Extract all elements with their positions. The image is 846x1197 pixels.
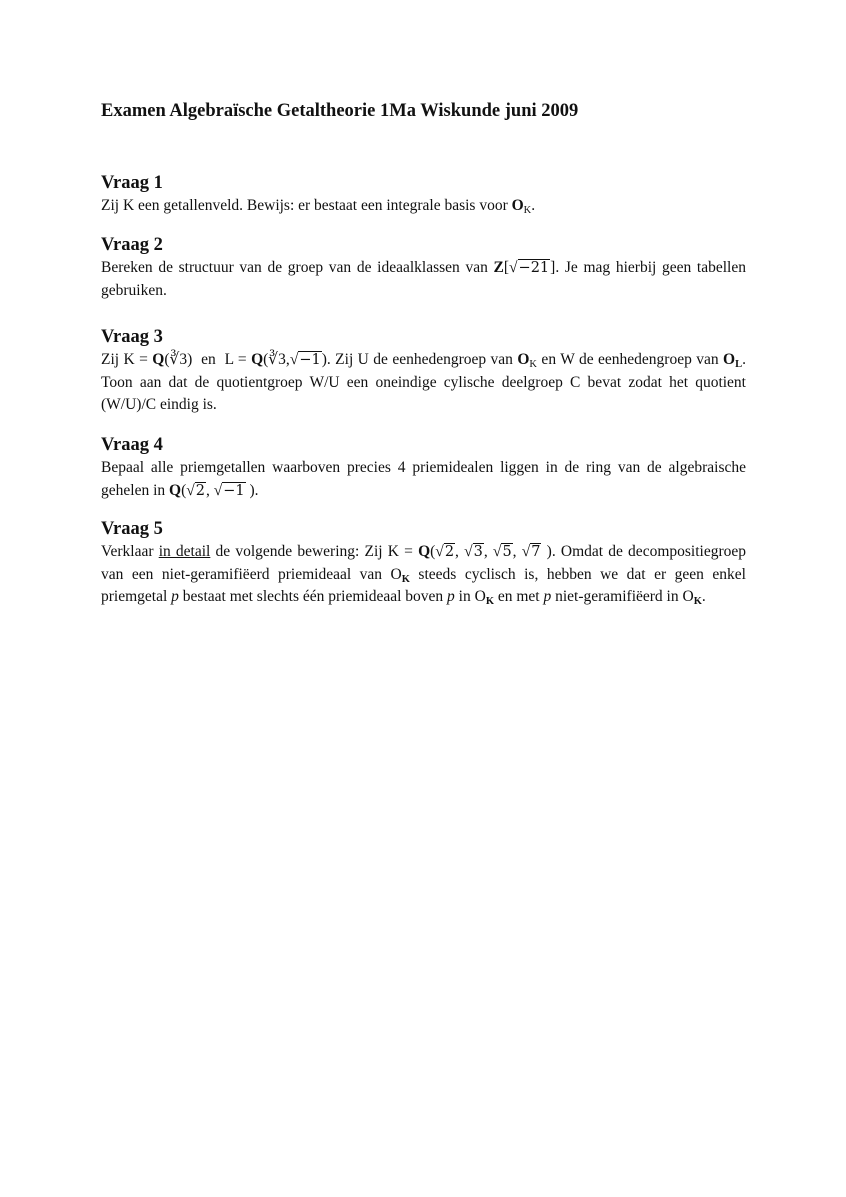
question-1: [101, 172, 746, 218]
sqrt-sign: √: [186, 481, 195, 499]
question-1-text-part: Zij K een getallenveld. Bewijs: er bestaat een integrale basis voor: [101, 197, 512, 214]
question-1-period: .: [531, 197, 536, 214]
variable-p: p: [543, 588, 552, 605]
sqrt-sign: √: [492, 543, 502, 560]
question-3-text-end: . Toon aan dat de quotientgroep W/U een oneindige cylische deelgroep C bevat zodat het quotient (W/U)/C eindig is.: [101, 351, 746, 413]
ring-of-integers-symbol: O: [517, 351, 530, 368]
z-sqrt-expression: [494, 259, 556, 276]
question-4-text: [101, 457, 746, 502]
question-1-heading: Vraag 1: [101, 173, 163, 193]
ring-of-integers-symbol: O: [390, 565, 402, 583]
open-paren: (: [430, 543, 436, 560]
radicand: 5: [502, 544, 512, 560]
question-5-text-part: steeds cyclisch is, hebben we dat er geen enkel priemgetal: [101, 565, 746, 605]
question-4-text-part: Bepaal alle priemgetallen waarboven precies 4 priemidealen liggen in de ring van de algebraische gehelen in: [101, 459, 746, 499]
question-5-text-part: en met: [493, 588, 544, 605]
close-paren: ).: [245, 481, 259, 499]
subscript-k: K: [693, 596, 702, 607]
question-5-text-part: Verklaar: [101, 543, 159, 560]
question-2: [101, 234, 746, 302]
question-2-text-part: Bereken de structuur van de groep van de ideaalklassen van: [101, 259, 494, 276]
rationals-symbol: Q: [418, 543, 431, 560]
field-k-argument: (∛3): [164, 351, 193, 368]
radicand: 7: [531, 544, 541, 560]
question-3-text-part: Zij U de eenhedengroep van: [330, 351, 518, 368]
comma: ,: [455, 543, 465, 560]
radicand: −1: [299, 352, 321, 368]
question-5-text-part: in: [454, 588, 475, 605]
close-paren: ).: [541, 543, 556, 560]
question-2-heading: Vraag 2: [101, 235, 163, 255]
question-4: [101, 434, 746, 502]
comma: ,: [206, 481, 214, 499]
radicand: 2: [444, 544, 455, 560]
question-2-text-end: . Je mag hierbij geen tabellen gebruiken.: [101, 259, 746, 299]
question-5-text: [101, 541, 746, 609]
question-2-text: [101, 257, 746, 302]
exam-title: Examen Algebraïsche Getaltheorie 1Ma Wiskunde juni 2009: [101, 101, 579, 121]
question-3: [101, 326, 746, 417]
open-bracket: [: [503, 259, 510, 276]
question-3-text-part: en W de eenhedengroep van: [537, 351, 724, 368]
comma: ,: [483, 543, 493, 560]
question-5-text-part: Omdat de decompositiegroep van een niet-geramifiëerd priemideaal van: [101, 543, 746, 583]
question-3-heading: Vraag 3: [101, 327, 163, 347]
open-paren: (: [181, 481, 187, 499]
subscript-k: K: [523, 205, 532, 216]
subscript-k: K: [401, 573, 410, 585]
integers-symbol: Z: [493, 259, 504, 276]
rationals-symbol: Q: [152, 351, 165, 368]
sqrt-sign: √: [521, 543, 531, 560]
radicand: 2: [195, 482, 205, 499]
question-3-text: [101, 349, 746, 417]
close-bracket: ]: [550, 259, 556, 276]
question-1-text: [101, 195, 746, 218]
rationals-symbol: Q: [169, 481, 182, 499]
question-5: [101, 518, 746, 609]
ring-of-integers-symbol: O: [511, 197, 524, 214]
question-5-period: .: [701, 588, 706, 605]
question-5-text-part: niet-geramifiëerd in: [551, 588, 683, 605]
question-5-text-part: de volgende bewering: Zij K =: [210, 543, 419, 560]
question-3-and: en L =: [192, 351, 252, 368]
question-5-heading: Vraag 5: [101, 519, 163, 539]
ring-of-integers-symbol: O: [474, 588, 486, 605]
sqrt-sign: √: [289, 351, 299, 368]
subscript-k: K: [485, 596, 494, 607]
question-5-text-part: bestaat met slechts één priemideaal boven: [178, 588, 448, 605]
subscript-k: K: [529, 359, 538, 370]
variable-p: p: [171, 588, 179, 605]
sqrt-sign: √: [509, 259, 518, 276]
sqrt-sign: √: [464, 543, 473, 560]
variable-p: p: [447, 588, 455, 605]
radicand: 3: [473, 544, 483, 560]
ring-of-integers-symbol: O: [682, 588, 694, 605]
underlined-phrase: in detail: [158, 543, 211, 560]
radicand: −21: [518, 260, 550, 276]
rationals-symbol: Q: [251, 351, 264, 368]
question-4-heading: Vraag 4: [101, 435, 163, 455]
comma: ,: [512, 543, 522, 560]
field-l-close: ).: [321, 351, 331, 368]
field-l-argument: (∛3,: [263, 351, 290, 368]
ring-of-integers-symbol: O: [723, 351, 736, 368]
sqrt-sign: √: [213, 481, 223, 499]
question-3-text-part: Zij K =: [101, 351, 153, 368]
radicand: −1: [223, 482, 245, 499]
sqrt-sign: √: [435, 543, 444, 560]
subscript-l: L: [735, 359, 743, 370]
